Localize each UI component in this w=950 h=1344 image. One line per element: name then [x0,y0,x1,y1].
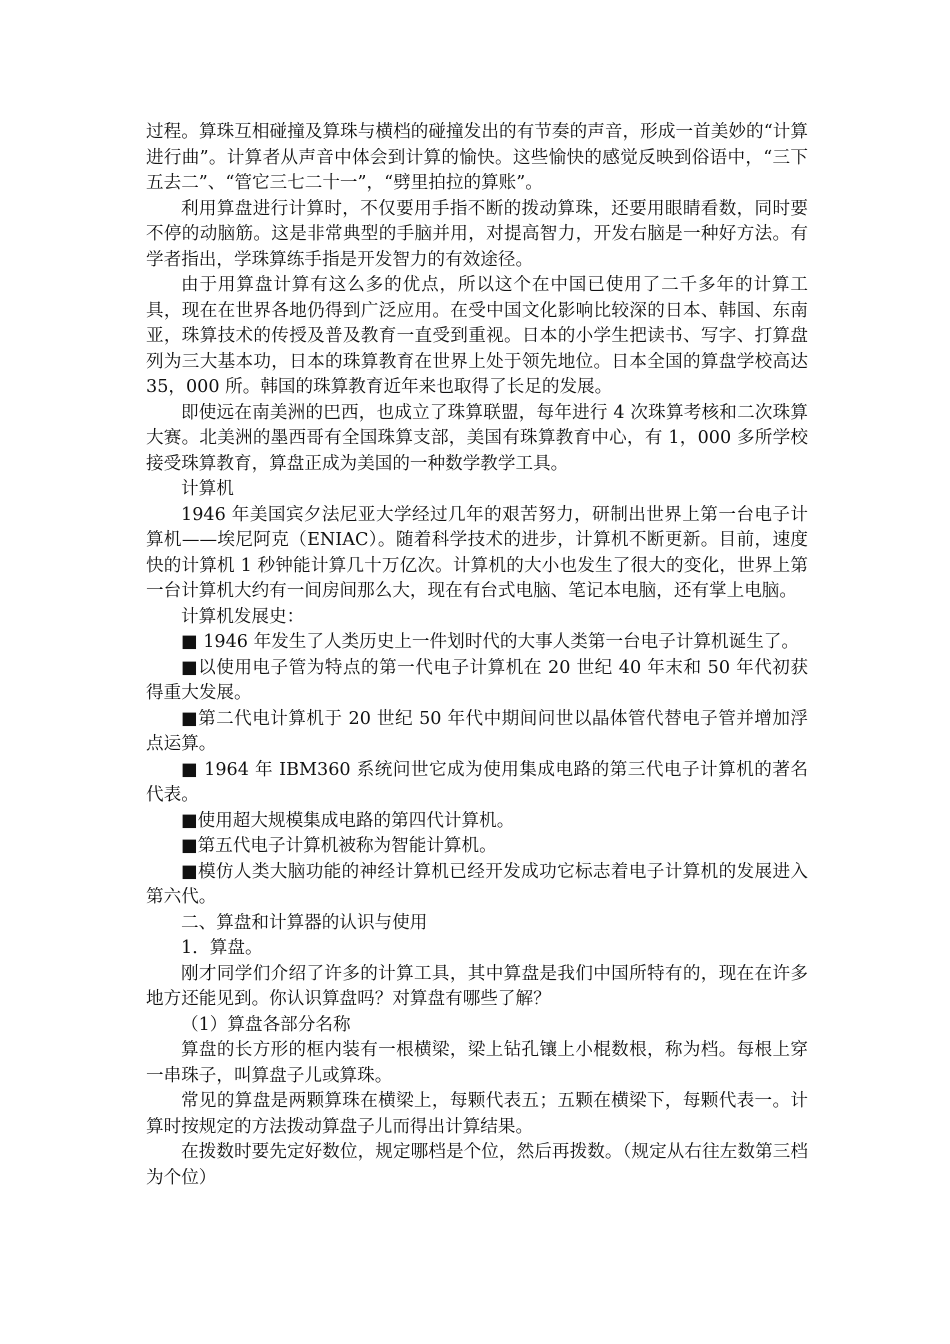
paragraph-abacus-brain: 利用算盘进行计算时，不仅要用手指不断的拨动算珠，还要用眼睛看数，同时要不停的动脑筋。这是非常典型的手脑并用，对提高智力，开发右脑是一种好方法。有学者指出，学珠算练手指是开发智力的有效途径。 [146,198,808,270]
history-item-1946: ■ 1946 年发生了人类历史上一件划时代的大事人类第一台电子计算机诞生了。 [181,632,799,652]
document-body [146,120,808,1191]
heading-computer: 计算机 [181,479,234,499]
paragraph-abacus-structure: 算盘的长方形的框内装有一根横梁，梁上钻孔镶上小棍数根，称为档。每根上穿一串珠子，叫算盘子儿或算珠。 [146,1040,808,1086]
paragraph-abacus-worldwide: 由于用算盘计算有这么多的优点，所以这个在中国已使用了二千多年的计算工具，现在在世界各地仍得到广泛应用。在受中国文化影响比较深的日本、韩国、东南亚，珠算技术的传授及普及教育一直受到重视。日本的小学生把读书、写字、打算盘列为三大基本功，日本的珠算教育在世界上处于领先地位。日本全国的算盘学校高达 35，000 所。韩国的珠算教育近年来也取得了长足的发展。 [146,275,808,397]
history-item-fourth-gen: ■使用超大规模集成电路的第四代计算机。 [181,810,515,831]
paragraph-abacus-sound: 过程。算珠互相碰撞及算珠与横档的碰撞发出的有节奏的声音，形成一首美妙的“计算进行曲”。计算者从声音中体会到计算的愉快。这些愉快的感觉反映到俗语中，“三下五去二”、“管它三七二十一”，“劈里拍拉的算账”。 [146,122,808,193]
history-item-fifth-gen: ■第五代电子计算机被称为智能计算机。 [181,836,497,856]
subsection-heading-abacus: 1．算盘。 [181,938,263,958]
history-item-third-gen: ■ 1964 年 IBM360 系统问世它成为使用集成电路的第三代电子计算机的著名代表。 [146,759,808,805]
history-item-second-gen: ■第二代电计算机于 20 世纪 50 年代中期间问世以晶体管代替电子管并增加浮点运算。 [146,708,808,754]
paragraph-abacus-intro: 刚才同学们介绍了许多的计算工具，其中算盘是我们中国所特有的，现在在许多地方还能见到。你认识算盘吗？对算盘有哪些了解？ [146,963,808,1009]
paragraph-abacus-americas: 即使远在南美洲的巴西，也成立了珠算联盟，每年进行 4 次珠算考核和二次珠算大赛。北美洲的墨西哥有全国珠算支部，美国有珠算教育中心，有 1，000 多所学校接受珠算教育，算盘正成为美国的一种数学教学工具。 [146,402,808,474]
section-heading-abacus-calculator: 二、算盘和计算器的认识与使用 [181,912,428,933]
paragraph-abacus-beads: 常见的算盘是两颗算珠在横梁上，每颗代表五；五颗在横梁下，每颗代表一。计算时按规定的方法拨动算盘子儿而得出计算结果。 [146,1091,808,1137]
history-item-first-gen: ■以使用电子管为特点的第一代电子计算机在 20 世纪 40 年末和 50 年代初获得重大发展。 [146,657,808,703]
paragraph-abacus-place-value: 在拨数时要先定好数位，规定哪档是个位，然后再拨数。（规定从右往左数第三档为个位） [146,1142,808,1188]
history-item-sixth-gen: ■模仿人类大脑功能的神经计算机已经开发成功它标志着电子计算机的发展进入第六代。 [146,861,808,907]
paragraph-eniac: 1946 年美国宾夕法尼亚大学经过几年的艰苦努力，研制出世界上第一台电子计算机——埃尼阿克（ENIAC）。随着科学技术的进步，计算机不断更新。目前，速度快的计算机 1 秒钟能计算几十万亿次。计算机的大小也发生了很大的变化，世界上第一台计算机大约有一间房间那么大，现在有台式电脑、笔记本电脑，还有掌上电脑。 [146,504,808,601]
subheading-abacus-parts: （1）算盘各部分名称 [181,1014,351,1035]
heading-computer-history: 计算机发展史： [181,606,305,627]
